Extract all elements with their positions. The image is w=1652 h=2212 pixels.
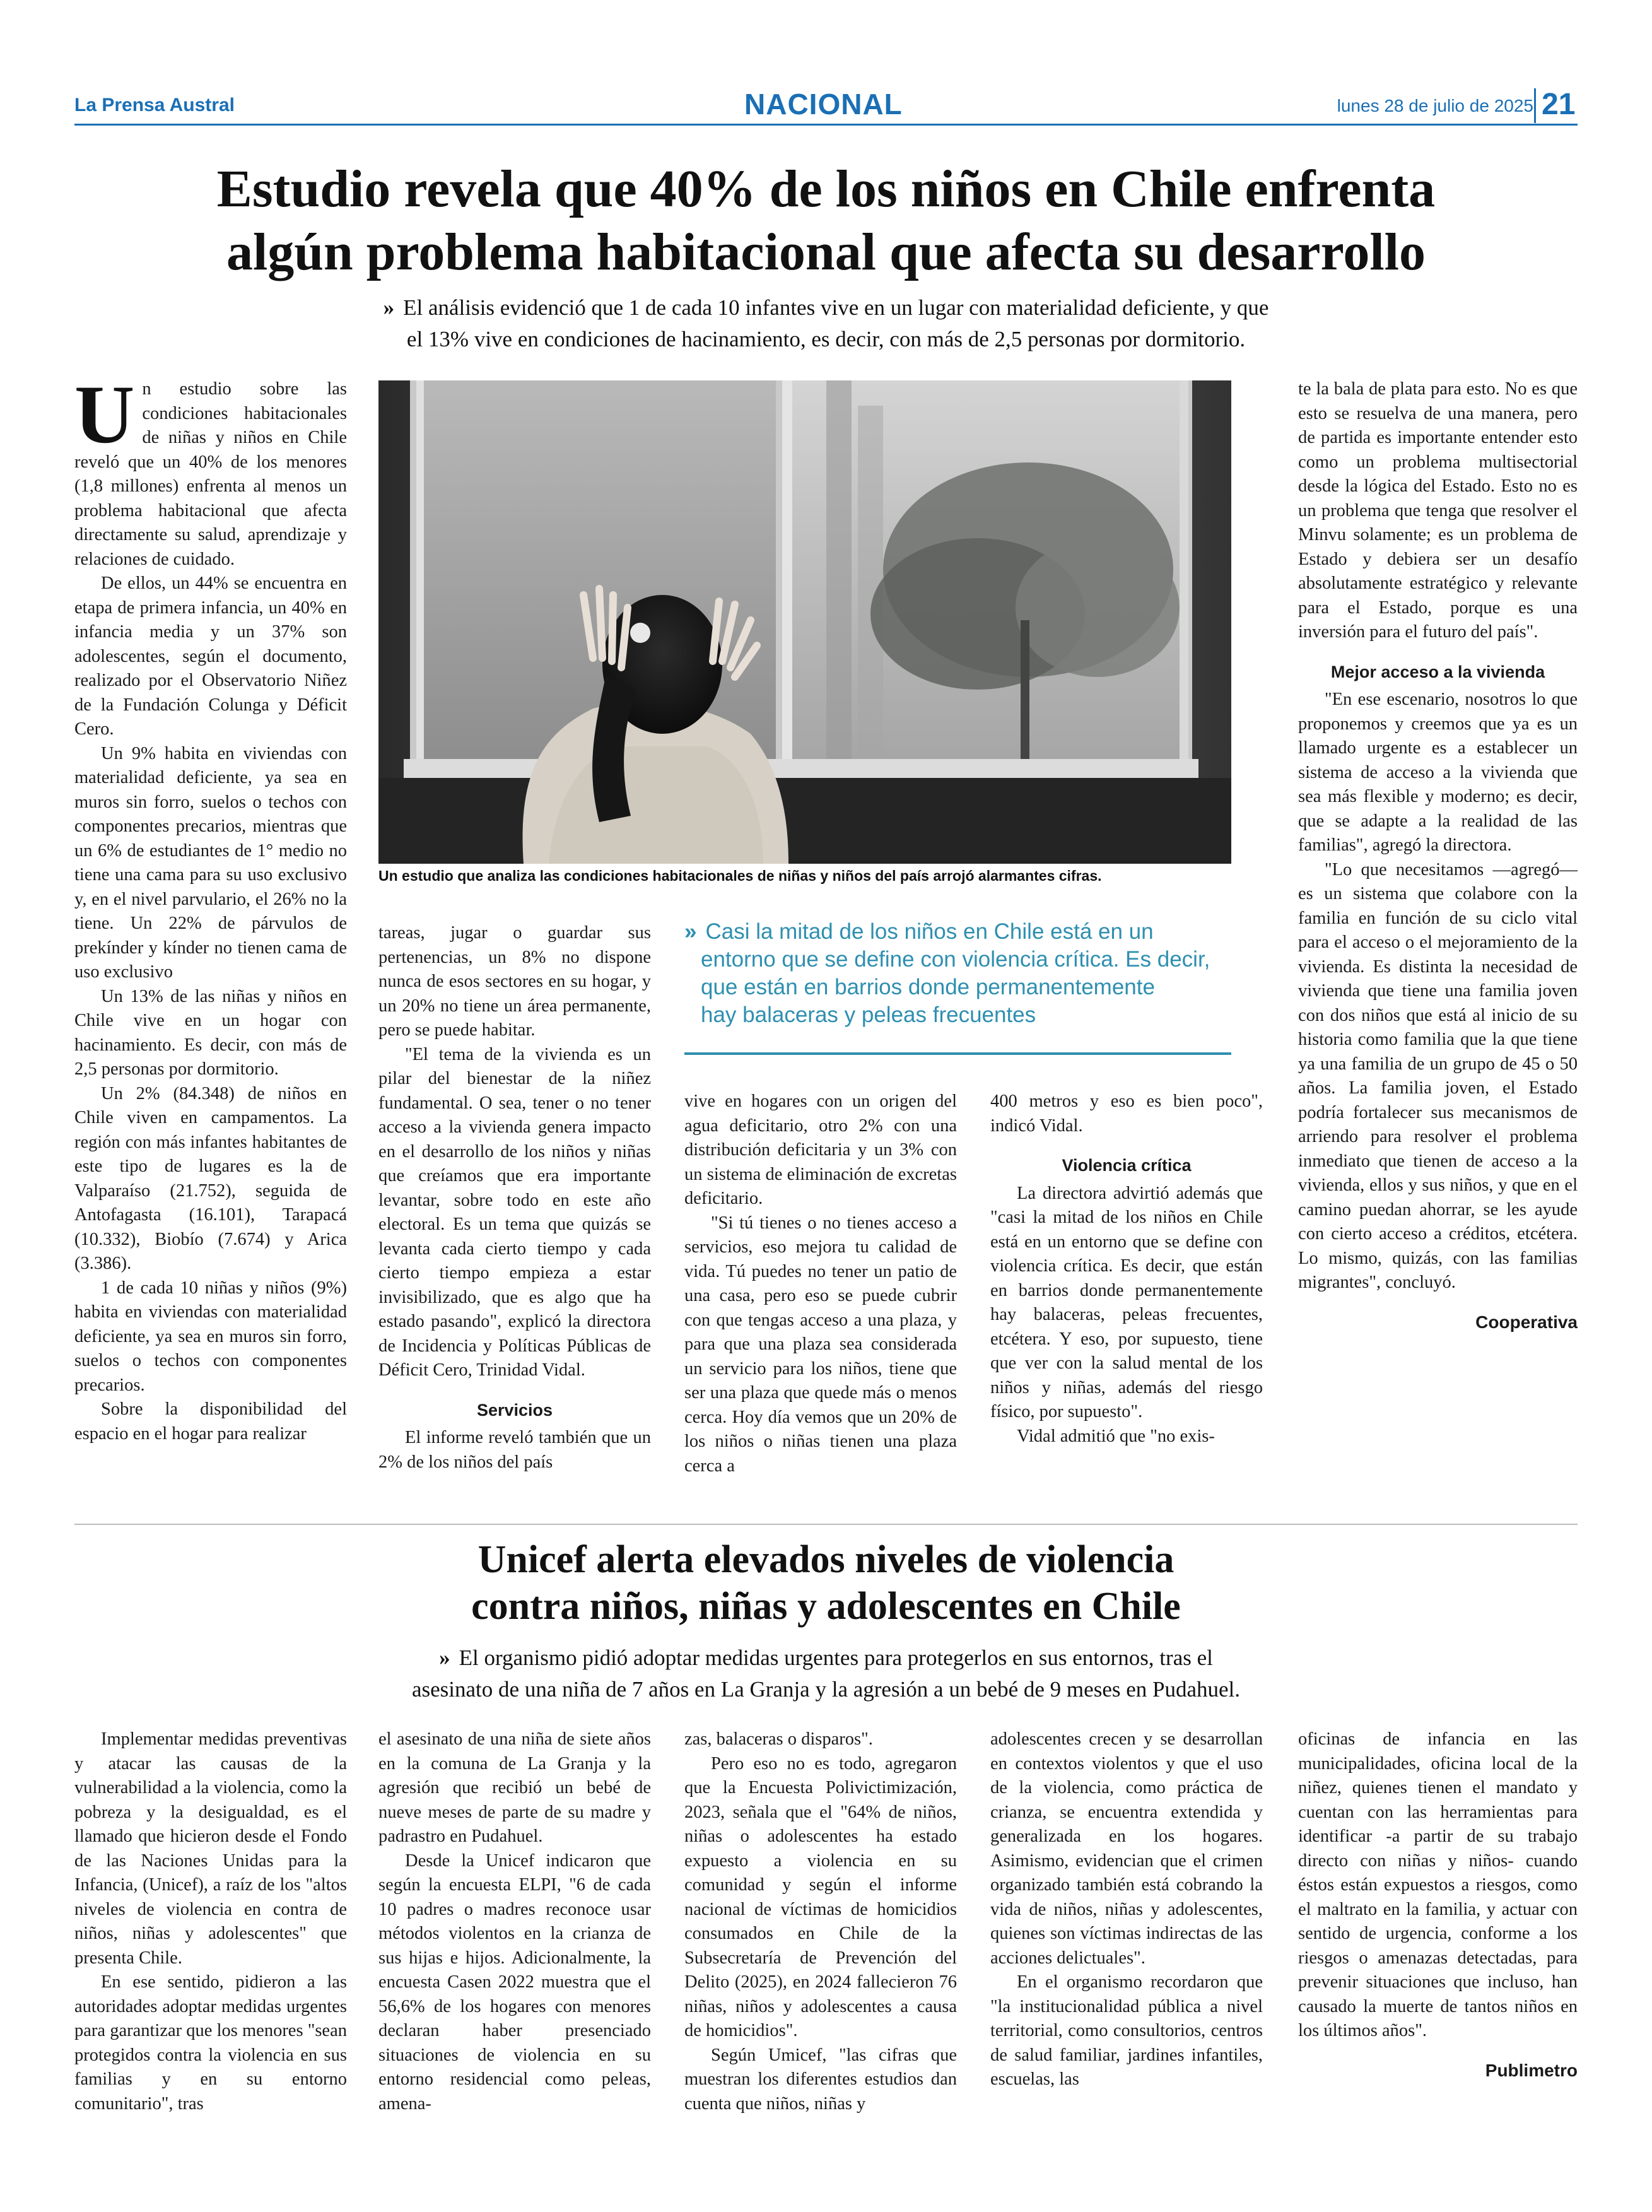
article1-signature: Cooperativa [1475,1312,1578,1332]
issue-date: lunes 28 de julio de 2025 [1337,96,1533,115]
headline-line: Estudio revela que 40% de los niños en Chile enfrenta [216,160,1436,218]
child-at-window-photo [378,380,1231,864]
paragraph: "Si tú tienes o no tienes acceso a servicios, eso mejora tu calidad de vida. Tú puedes no tener un patio de una casa, pero eso se puede cubrir con que tengas acceso a una plaza, y para que una plaza sea considerada un servicio para los niños, tiene que ser una plaza que quede más o menos cerca. Hoy día vemos que un 20% de los niños o niñas tienen una plaza cerca a [684,1213,957,1476]
pull-quote-line: » Casi la mitad de los niños en Chile está en un [684,919,1154,944]
paragraph: "El tema de la vivienda es un pilar del bienestar de la niñez fundamental. O sea, tener o no tener acceso a la vivienda genera impacto en el desarrollo de los niños y niñas que creíamos que era importante levantar, sobre todo en este año electoral. Es un tema que quizás se levanta cada cierto tiempo y cada cierto tiempo empieza a estar invisibilizado, que es algo que ha estado pasando", explicó la directora de Incidencia y Políticas Públicas de Déficit Cero, Trinidad Vidal. [378,1044,651,1380]
article1-column-4 [990,1090,1263,1449]
paragraph: En ese sentido, pidieron a las autoridades adoptar medidas urgentes para garantizar que los menores "sean protegidos contra la violencia en sus familias y en su entorno comunitario", tras [74,1972,347,2114]
paragraph: Vidal admitió que "no exis- [1017,1426,1215,1446]
headline-line: Unicef alerta elevados niveles de violencia [477,1538,1175,1581]
chevron-right-icon: » [439,1645,450,1670]
article2-headline [74,1536,1578,1630]
subhead-mejor-acceso: Mejor acceso a la vivienda [1330,662,1545,681]
article2-column-1 [74,1727,347,2116]
article2-signature: Publimetro [1485,2060,1578,2080]
paragraph: Un 2% (84.348) de niños en Chile viven en campamentos. La región con más infantes habitantes de este tipo de lugares es la de Valparaíso (21.752), seguida de Antofagasta (16.101), Tarapacá (10.332), Biobío (7.674) y Arica (3.386). [74,1083,347,1273]
pull-quote-line: que están en barrios donde permanentemente [701,975,1155,999]
paragraph: 1 de cada 10 niñas y niños (9%) habita en viviendas con materialidad deficiente, ya sea en muros sin forro, suelos o techos con componentes precarios. [74,1278,347,1395]
article1-headline [74,158,1578,284]
pull-quote-line: entorno que se define con violencia crítica. Es decir, [701,947,1210,972]
paragraph: oficinas de infancia en las municipalidades, oficina local de la niñez, quienes tienen el mandato y cuentan con las herramientas para identificar -a partir de su trabajo directo con niñas y niños- cuando éstos están expuestos a riesgos, como el maltrato en la familia, y actuar con sentido de urgencia, conforme a los riesgos o amenazas detectadas, para prevenir situaciones que incluso, han causado la muerte de tantos niños en los últimos años". [1298,1729,1578,2040]
page-number: 21 [1542,88,1576,121]
article2-column-4 [990,1727,1263,2092]
pull-quote-rule [684,1052,1231,1055]
paragraph: te la bala de plata para esto. No es que esto se resuelva de una manera, pero de partida es importante entender esto como un problema multisectorial desde la lógica del Estado. Esto no es un problema que tenga que resolver el Minvu solamente; es un problema de Estado y debiera ser un desafío absolutamente estratégico y relevante para el Estado, porque es una inversión para el futuro del país". [1298,379,1578,642]
paragraph: De ellos, un 44% se encuentra en etapa de primera infancia, un 40% en infancia media y un 37% son adolescentes, según el documento, realizado por el Observatorio Niñez de la Fundación Colunga y Déficit Cero. [74,574,347,739]
paragraph: "Lo que necesitamos —agregó— es un sistema que colabore con la familia en función de su ciclo vital para el acceso o el mejoramiento de la vivienda. Es distinta la necesidad de vivienda que tiene una familia joven con dos niños que está al inicio de su historia como familia que la que tiene ya una familia de un grupo de 45 o 50 años. La familia joven, el Estado podría fortalecer sus mecanismos de arriendo para resolver el problema inmediato que tienen de acceso a la vivienda, ellos y sus niños, y que en el camino puedan ahorrar, se les ayude con cierto acceso a créditos, etcétera. Lo mismo, quizás, con las familias migrantes", concluyó. [1298,859,1578,1292]
paragraph: El informe reveló también que un 2% de los niños del país [378,1428,651,1472]
header-rule [74,124,1578,126]
section-name: NACIONAL [744,88,903,121]
article2-column-2 [378,1727,651,2116]
deck-line: el 13% vive en condiciones de hacinamiento, es decir, con más de 2,5 personas por dormitorio. [406,327,1246,351]
paragraph: Sobre la disponibilidad del espacio en el hogar para realizar [74,1399,347,1444]
paragraph: el asesinato de una niña de siete años en la comuna de La Granja y la agresión que recibió un bebé de nueve meses de parte de su madre y padrastro en Pudahuel. [378,1729,651,1846]
paragraph: Un 9% habita en viviendas con materialidad deficiente, ya sea en muros sin forro, suelos o techos con componentes precarios, mientras que un 6% de estudiantes de 1° medio no tiene una cama para su uso exclusivo y, en el nivel parvulario, el 26% no la tiene. Un 22% de párvulos de prekínder y kínder no tienen cama de uso exclusivo [74,743,347,982]
pull-quote-line: hay balaceras y peleas frecuentes [701,1003,1036,1027]
paragraph: zas, balaceras o disparos". [684,1729,873,1749]
deck-line: » El organismo pidió adoptar medidas urgentes para protegerlos en sus entornos, tras el [439,1645,1213,1670]
paragraph: Un estudio sobre las condiciones habitacionales de niñas y niños en Chile reveló que un 40% de los menores (1,8 millones) enfrenta al menos un problema habitacional que afecta directamente su salud, aprendizaje y relaciones de cuidado. [74,368,347,569]
paragraph: adolescentes crecen y se desarrollan en contextos violentos y que el uso de la violencia, como práctica de crianza, se encuentra extendida y generalizada en los hogares. Asimismo, evidencian que el crimen organizado también está cobrando la vida de niños, niñas y adolescentes, quienes son víctimas indirectas de las acciones delictuales". [990,1729,1263,1968]
deck-line: » El análisis evidenció que 1 de cada 10 infantes vive en un lugar con materialidad deficiente, y que [383,295,1269,320]
paragraph: Desde la Unicef indicaron que según la encuesta ELPI, "6 de cada 10 padres o madres reconoce usar métodos violentos en la crianza de sus hijas e hijos. Adicionalmente, la encuesta Casen 2022 muestra que el 56,6% de los hogares con menores declaran haber presenciado situaciones de violencia en su entorno residencial como peleas, amena- [378,1850,651,2114]
article1-column-2 [378,921,651,1474]
paragraph: Implementar medidas preventivas y atacar las causas de la vulnerabilidad a la violencia, como la pobreza y la desigualdad, es el llamado que hicieron desde el Fondo de las Naciones Unidas para la Infancia, (Unicef), a raíz de los "altos niveles de violencia en contra de niños, niñas y adolescentes" que presenta Chile. [74,1729,347,1968]
article1-column-5 [1298,377,1578,1334]
headline-line: contra niños, niñas y adolescentes en Chile [471,1585,1181,1628]
newspaper-name: La Prensa Austral [74,95,235,115]
headline-line: algún problema habitacional que afecta su desarrollo [226,223,1426,281]
article1-deck [74,292,1578,355]
article2-column-3 [684,1727,957,2116]
paragraph: 400 metros y eso es bien poco", indicó Vidal. [990,1091,1263,1136]
chevron-right-icon: » [383,295,395,320]
subhead-violencia-critica: Violencia crítica [1062,1156,1192,1175]
deck-line: asesinato de una niña de 7 años en La Granja y la agresión a un bebé de 9 meses en Pudahuel. [411,1677,1241,1702]
subhead-servicios: Servicios [476,1400,553,1420]
article-separator [74,1524,1578,1525]
paragraph: Pero eso no es todo, agregaron que la Encuesta Polivictimización, 2023, señala que el "64% de niños, niñas o adolescentes ha estado expuesto a violencia en su comunidad y según el informe nacional de víctimas de homicidios consumados en Chile de la Subsecretaría de Prevención del Delito (2025), en 2024 fallecieron 76 niñas, niños y adolescentes a causa de homicidios". [684,1753,957,2040]
header-separator [1534,88,1536,123]
paragraph: vive en hogares con un origen del agua deficitario, otro 2% con una distribución deficitaria y un 3% con un sistema de eliminación de excretas deficitario. [684,1091,957,1208]
paragraph: tareas, jugar o guardar sus pertenencias, un 8% no dispone nunca de esos sectores en su hogar, y un 20% no tiene un área permanente, pero se puede habitar. [378,923,651,1040]
article2-deck [74,1642,1578,1705]
article2-column-5 [1298,1727,1578,2083]
pull-quote [684,918,1231,1029]
article1-column-3 [684,1090,957,1478]
drop-cap: U [74,368,135,461]
paragraph: La directora advirtió además que "casi la mitad de los niños en Chile está en un entorno que se define con violencia crítica. Es decir, que están en barrios donde permanentemente hay balaceras, peleas frecuentes, etcétera. Y eso, por supuesto, tiene que ver con la salud mental de los niños y niñas, además del riesgo físico, por supuesto". [990,1183,1263,1421]
paragraph: Un 13% de las niñas y niños en Chile vive en un hogar con hacinamiento. Es decir, con más de 2,5 personas por dormitorio. [74,986,347,1079]
paragraph: "En ese escenario, nosotros lo que proponemos y creemos que ya es un llamado urgente es a establecer un sistema de acceso a la vivienda que sea más flexible y moderno; es decir, que se adapte a la realidad de las familias", agregó la directora. [1298,690,1578,855]
article1-column-1 [74,368,347,1446]
photo-caption: Un estudio que analiza las condiciones habitacionales de niñas y niños del país arrojó alarmantes cifras. [378,868,1102,884]
paragraph: En el organismo recordaron que "la institucionalidad pública a nivel territorial, como consultorios, centros de salud familiar, jardines infantiles, escuelas, las [990,1972,1263,2089]
paragraph: Según Umicef, "las cifras que muestran los diferentes estudios dan cuenta que niños, niñas y [684,2045,957,2114]
chevron-right-icon: » [684,919,697,944]
